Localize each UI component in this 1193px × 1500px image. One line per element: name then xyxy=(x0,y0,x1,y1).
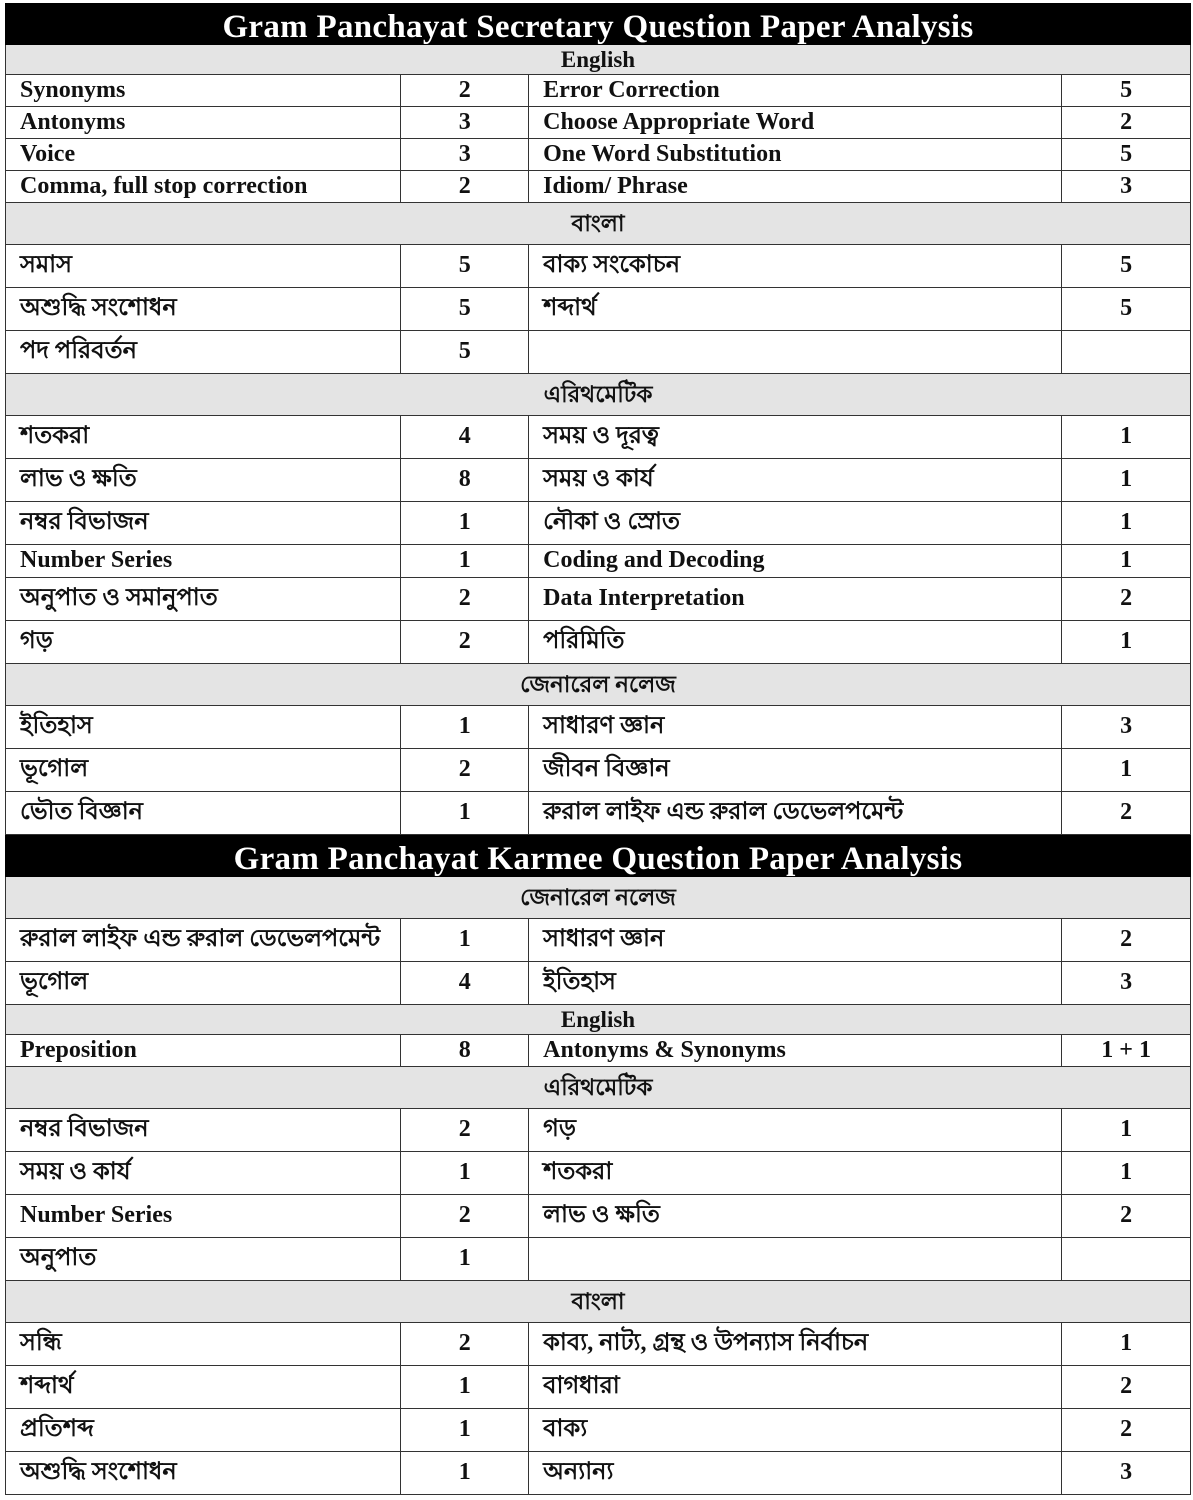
section xyxy=(5,45,1191,203)
question-count: 4 xyxy=(400,416,528,458)
section xyxy=(5,203,1191,374)
question-count: 1 xyxy=(400,502,528,544)
topic-name: রুরাল লাইফ এন্ড রুরাল ডেভেলপমেন্ট xyxy=(20,926,381,952)
question-count: 2 xyxy=(400,1109,528,1151)
karmee-title: Gram Panchayat Karmee Question Paper Analysis xyxy=(5,835,1191,877)
question-count: 2 xyxy=(400,1323,528,1365)
topic-name: সময় ও দূরত্ব xyxy=(528,416,1061,458)
question-count: 3 xyxy=(1061,962,1190,1004)
table-row xyxy=(5,792,1191,835)
question-count: 1 xyxy=(1061,1152,1190,1194)
section-heading: English xyxy=(5,1005,1191,1035)
question-count: 1 xyxy=(400,919,528,961)
question-count: 3 xyxy=(1061,706,1190,748)
topic-name: ভূগোল xyxy=(20,969,89,995)
section xyxy=(5,664,1191,835)
topic-name: Error Correction xyxy=(528,75,1061,106)
topic-name: Coding and Decoding xyxy=(528,545,1061,577)
topic-name: Number Series xyxy=(20,1202,173,1228)
topic-name: গড় xyxy=(528,1109,1061,1151)
topic-name: প্রতিশব্দ xyxy=(20,1416,94,1442)
topic-name: লাভ ও ক্ষতি xyxy=(20,466,137,492)
question-count: 2 xyxy=(1061,107,1190,138)
topic-name: নৌকা ও স্রোত xyxy=(528,502,1061,544)
question-count: 2 xyxy=(1061,792,1190,834)
question-count: 1 xyxy=(400,545,528,577)
table-row xyxy=(5,139,1191,171)
question-count: 3 xyxy=(400,139,528,170)
question-count: 2 xyxy=(400,621,528,663)
topic-name: শতকরা xyxy=(528,1152,1061,1194)
topic-name xyxy=(528,1238,1061,1280)
question-count: 3 xyxy=(1061,1452,1190,1494)
question-count: 1 xyxy=(400,792,528,834)
question-count: 2 xyxy=(1061,578,1190,620)
question-count xyxy=(1061,1238,1190,1280)
topic-name: অশুদ্ধি সংশোধন xyxy=(20,1459,177,1485)
topic-name: Preposition xyxy=(20,1037,137,1063)
question-count: 3 xyxy=(1061,171,1190,202)
table-row xyxy=(5,1238,1191,1281)
topic-name: শতকরা xyxy=(20,423,90,449)
topic-name: জীবন বিজ্ঞান xyxy=(528,749,1061,791)
topic-name: নম্বর বিভাজন xyxy=(20,509,149,535)
question-count: 5 xyxy=(1061,288,1190,330)
question-count: 1 xyxy=(400,1366,528,1408)
question-count: 2 xyxy=(400,75,528,106)
table-row xyxy=(5,1452,1191,1495)
topic-name: কাব্য, নাট্য, গ্রন্থ ও উপন্যাস নির্বাচন xyxy=(528,1323,1061,1365)
topic-name: সাধারণ জ্ঞান xyxy=(528,706,1061,748)
question-count: 2 xyxy=(1061,1409,1190,1451)
table-row xyxy=(5,331,1191,374)
topic-name: নম্বর বিভাজন xyxy=(20,1116,149,1142)
question-count: 5 xyxy=(400,331,528,373)
topic-name: One Word Substitution xyxy=(528,139,1061,170)
karmee-table xyxy=(5,877,1191,1495)
topic-name: পদ পরিবর্তন xyxy=(20,338,137,364)
question-count: 8 xyxy=(400,1035,528,1066)
question-count: 2 xyxy=(400,749,528,791)
table-row xyxy=(5,1109,1191,1152)
question-count: 5 xyxy=(400,245,528,287)
question-count: 5 xyxy=(1061,75,1190,106)
section-heading: এরিথমেটিক xyxy=(5,1067,1191,1109)
section xyxy=(5,374,1191,664)
topic-name: লাভ ও ক্ষতি xyxy=(528,1195,1061,1237)
question-count: 1 xyxy=(1061,545,1190,577)
question-count: 2 xyxy=(1061,1366,1190,1408)
table-row xyxy=(5,171,1191,203)
topic-name: সমাস xyxy=(20,252,72,278)
section-heading: জেনারেল নলেজ xyxy=(5,664,1191,706)
topic-name: Comma, full stop correction xyxy=(20,173,308,199)
topic-name: Synonyms xyxy=(20,77,126,103)
topic-name: বাক্য xyxy=(528,1409,1061,1451)
table-row xyxy=(5,245,1191,288)
question-count: 1 xyxy=(1061,1109,1190,1151)
topic-name: গড় xyxy=(20,628,53,654)
table-row xyxy=(5,1195,1191,1238)
table-row xyxy=(5,459,1191,502)
section xyxy=(5,1005,1191,1067)
topic-name: অশুদ্ধি সংশোধন xyxy=(20,295,177,321)
topic-name: ইতিহাস xyxy=(20,713,93,739)
question-count: 8 xyxy=(400,459,528,501)
table-row xyxy=(5,502,1191,545)
topic-name: শব্দার্থ xyxy=(528,288,1061,330)
topic-name: সন্ধি xyxy=(20,1330,62,1356)
section-heading: এরিথমেটিক xyxy=(5,374,1191,416)
topic-name: Antonyms xyxy=(20,109,126,135)
question-count: 1 xyxy=(1061,749,1190,791)
table-row xyxy=(5,962,1191,1005)
topic-name: ইতিহাস xyxy=(528,962,1061,1004)
question-count: 1 xyxy=(400,706,528,748)
question-count: 5 xyxy=(1061,245,1190,287)
table-row xyxy=(5,107,1191,139)
topic-name: শব্দার্থ xyxy=(20,1373,74,1399)
section xyxy=(5,1067,1191,1281)
topic-name: Data Interpretation xyxy=(528,578,1061,620)
question-count: 2 xyxy=(400,1195,528,1237)
topic-name: অনুপাত ও সমানুপাত xyxy=(20,585,218,611)
analysis-document xyxy=(5,3,1191,1495)
question-count: 1 xyxy=(1061,416,1190,458)
table-row xyxy=(5,416,1191,459)
question-count: 2 xyxy=(400,578,528,620)
topic-name: Idiom/ Phrase xyxy=(528,171,1061,202)
question-count: 1 + 1 xyxy=(1061,1035,1190,1066)
topic-name xyxy=(528,331,1061,373)
question-count: 1 xyxy=(1061,621,1190,663)
topic-name: Choose Appropriate Word xyxy=(528,107,1061,138)
table-row xyxy=(5,749,1191,792)
question-count: 1 xyxy=(400,1452,528,1494)
topic-name: সময় ও কার্য xyxy=(528,459,1061,501)
question-count: 1 xyxy=(1061,1323,1190,1365)
table-row xyxy=(5,919,1191,962)
question-count: 1 xyxy=(400,1238,528,1280)
section-heading: English xyxy=(5,45,1191,75)
question-count: 2 xyxy=(400,171,528,202)
topic-name: সাধারণ জ্ঞান xyxy=(528,919,1061,961)
topic-name: Voice xyxy=(20,141,76,167)
question-count: 3 xyxy=(400,107,528,138)
table-row xyxy=(5,75,1191,107)
table-row xyxy=(5,1035,1191,1067)
section xyxy=(5,1281,1191,1495)
secretary-title: Gram Panchayat Secretary Question Paper Analysis xyxy=(5,3,1191,45)
question-count: 1 xyxy=(1061,502,1190,544)
question-count: 2 xyxy=(1061,1195,1190,1237)
topic-name: অন্যান্য xyxy=(528,1452,1061,1494)
topic-name: বাক্য সংকোচন xyxy=(528,245,1061,287)
question-count: 5 xyxy=(400,288,528,330)
question-count: 4 xyxy=(400,962,528,1004)
section-heading: বাংলা xyxy=(5,1281,1191,1323)
topic-name: অনুপাত xyxy=(20,1245,97,1271)
topic-name: ভূগোল xyxy=(20,756,89,782)
secretary-table xyxy=(5,45,1191,835)
table-row xyxy=(5,578,1191,621)
table-row xyxy=(5,621,1191,664)
table-row xyxy=(5,1409,1191,1452)
question-count: 1 xyxy=(1061,459,1190,501)
question-count: 1 xyxy=(400,1409,528,1451)
topic-name: সময় ও কার্য xyxy=(20,1159,131,1185)
topic-name: পরিমিতি xyxy=(528,621,1061,663)
section-heading: জেনারেল নলেজ xyxy=(5,877,1191,919)
topic-name: ভৌত বিজ্ঞান xyxy=(20,799,143,825)
table-row xyxy=(5,1366,1191,1409)
table-row xyxy=(5,1323,1191,1366)
question-count xyxy=(1061,331,1190,373)
topic-name: বাগধারা xyxy=(528,1366,1061,1408)
section xyxy=(5,877,1191,1005)
question-count: 1 xyxy=(400,1152,528,1194)
table-row xyxy=(5,706,1191,749)
table-row xyxy=(5,1152,1191,1195)
section-heading: বাংলা xyxy=(5,203,1191,245)
topic-name: Number Series xyxy=(20,547,173,573)
table-row xyxy=(5,288,1191,331)
question-count: 5 xyxy=(1061,139,1190,170)
topic-name: রুরাল লাইফ এন্ড রুরাল ডেভেলপমেন্ট xyxy=(528,792,1061,834)
topic-name: Antonyms & Synonyms xyxy=(528,1035,1061,1066)
question-count: 2 xyxy=(1061,919,1190,961)
table-row xyxy=(5,545,1191,578)
